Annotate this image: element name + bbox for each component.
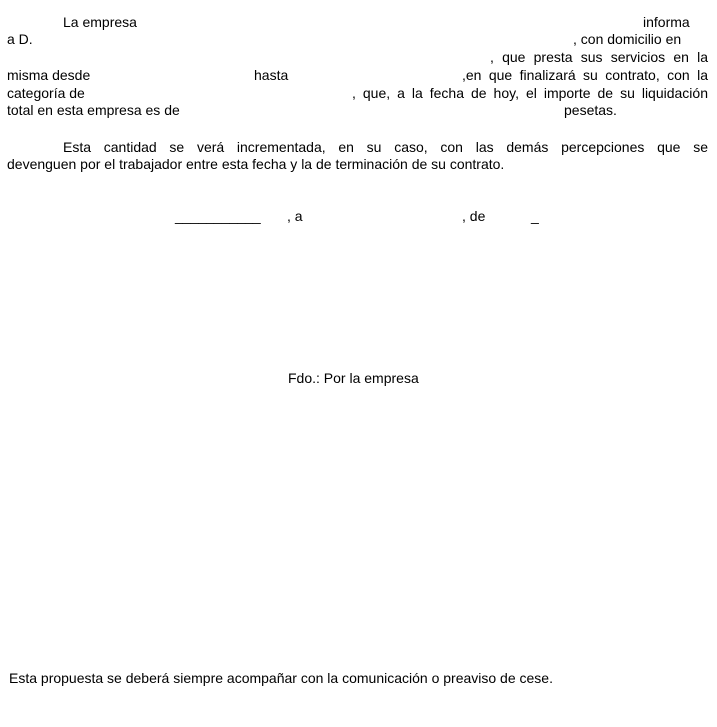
text-hasta: hasta: [254, 67, 289, 83]
text-categoria-de: categoría de: [7, 85, 85, 101]
date-end: _: [531, 208, 539, 224]
text-devenguen: devenguen por el trabajador entre esta fecha y la de terminación de su contrato.: [7, 156, 505, 172]
date-de: , de: [462, 208, 486, 224]
footer-note: Esta propuesta se deberá siempre acompañar con la comunicación o preaviso de cese.: [9, 670, 553, 686]
text-con-domicilio: , con domicilio en: [573, 31, 682, 47]
signature-line: Fdo.: Por la empresa: [288, 370, 419, 386]
text-presta-servicios: , que presta sus servicios en la: [490, 49, 708, 65]
text-finalizara-contrato: ,en que finalizará su contrato, con la: [462, 67, 708, 83]
text-cantidad-incrementada: Esta cantidad se verá incrementada, en su caso, con las demás percepciones que se: [63, 139, 708, 155]
text-pesetas: pesetas.: [564, 102, 617, 118]
text-informa: informa: [643, 14, 690, 30]
text-misma-desde: misma desde: [7, 67, 91, 83]
date-blank: ___________: [175, 208, 261, 224]
text-la-empresa: La empresa: [63, 14, 137, 30]
text-a-d: a D.: [7, 31, 33, 47]
text-total-empresa: total en esta empresa es de: [7, 102, 180, 118]
date-a: , a: [287, 208, 303, 224]
text-importe-liquidacion: , que, a la fecha de hoy, el importe de su liquidación: [352, 85, 708, 101]
